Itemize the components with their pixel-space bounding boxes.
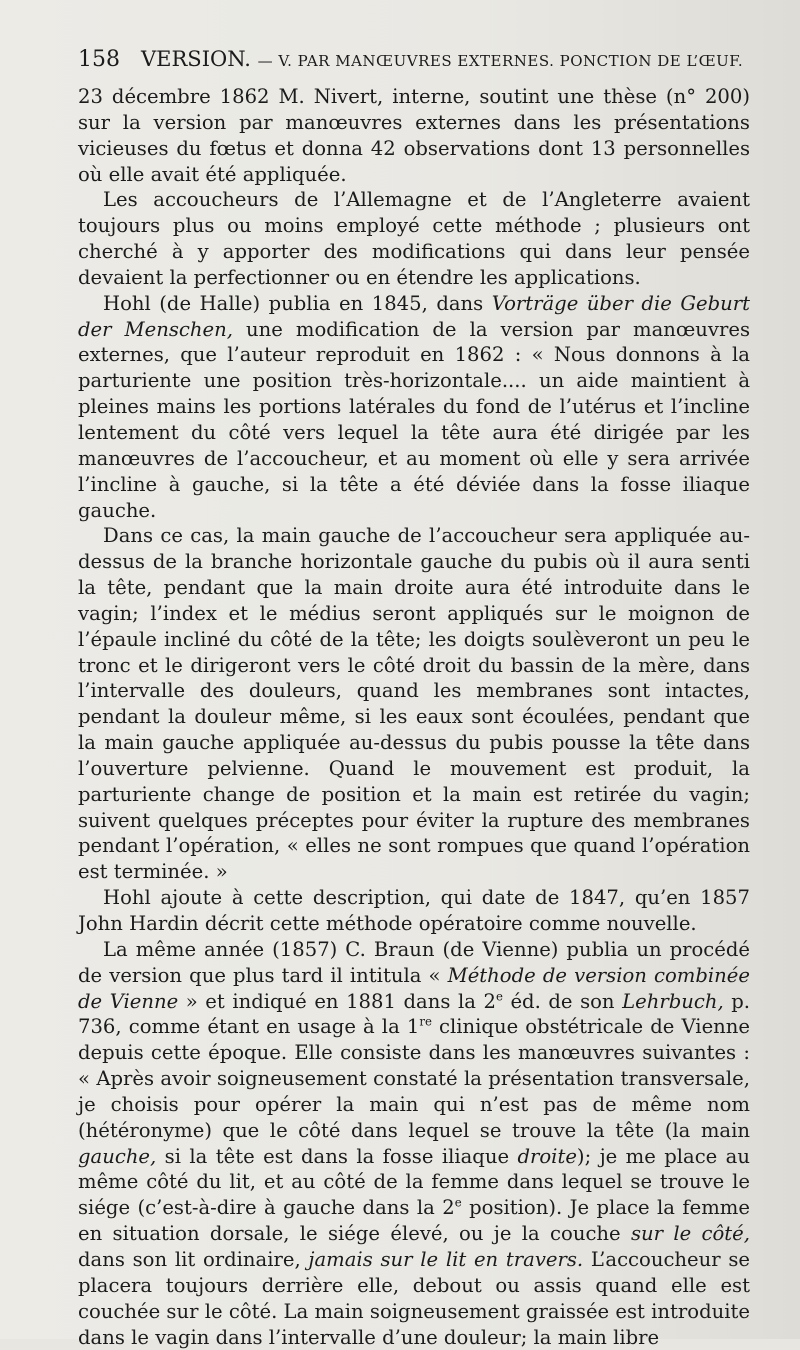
text-run: dans son lit ordinaire, <box>78 1247 309 1271</box>
text-run: ); je me place au même côté du lit, et au côté de la femme dans lequel se trouve le siége (c’est-à-dire à gauche dans la 2 <box>78 1144 750 1220</box>
page-number: 158 <box>78 47 120 72</box>
page-header <box>78 44 758 76</box>
italic-text: Méthode de version combinée de Vienne <box>78 963 750 1013</box>
superscript: re <box>419 1014 432 1029</box>
superscript: e <box>495 989 503 1003</box>
text-run: éd. de son <box>502 989 623 1013</box>
italic-text: sur le côté, <box>630 1222 750 1246</box>
text-run: p. 736, comme étant en usage à la 1 <box>78 989 751 1039</box>
text-run: si la tête est dans la fosse iliaque <box>156 1144 518 1168</box>
body-text <box>78 84 750 1350</box>
italic-text: droite <box>517 1144 577 1168</box>
superscript: e <box>454 1195 462 1210</box>
paragraph <box>78 523 750 885</box>
text-run: Les accoucheurs de l’Allemagne et de l’Angleterre avaient toujours plus ou moins employé cette méthode ; plusieurs ont cherché à y apporter des modifications qui dans leur pensée devaient la perfectionner ou en étendre les applications. <box>78 188 750 289</box>
running-title <box>141 47 743 71</box>
text-run: » et indiqué en 1881 dans la 2 <box>178 989 496 1013</box>
paragraph <box>78 291 750 524</box>
text-run: 23 décembre 1862 M. Nivert, interne, soutint une thèse (n° 200) sur la version par manœuvres externes dans les présentations vicieuses du fœtus et donna 42 observations dont 13 personnelles où elle avait été appliquée. <box>78 85 750 186</box>
paragraph <box>78 937 750 1350</box>
paragraph <box>78 187 750 290</box>
italic-text: jamais sur le lit en travers. <box>308 1247 584 1271</box>
italic-text: Lehrbuch, <box>622 989 724 1013</box>
text-run: L’accoucheur se placera toujours derrière elle, debout ou assis quand elle est couchée sur le côté. La main soigneusement graissée est introduite dans le vagin dans l’intervalle d’une douleur; la main libre <box>78 1247 750 1349</box>
paragraph <box>78 885 750 937</box>
text-run: La même année (1857) C. Braun (de Vienne) publia un procédé de version que plus tard il intitula « <box>78 937 750 987</box>
text-run: Hohl (de Halle) publia en 1845, dans <box>103 291 492 315</box>
paragraph <box>78 84 750 187</box>
text-run: position). Je place la femme en situation dorsale, le siége élevé, ou je la couche <box>78 1196 750 1246</box>
running-title-main: VERSION. <box>141 47 251 71</box>
text-run: Hohl ajoute à cette description, qui date de 1847, qu’en 1857 John Hardin décrit cette méthode opératoire comme nouvelle. <box>78 886 750 935</box>
italic-text: Vorträge über die Geburt der Menschen, <box>78 291 750 341</box>
text-run: une modification de la version par manœuvres externes, que l’auteur reproduit en 1862 : « Nous donnons à la parturiente une position très-horizontale.... un aide maintient à pleines mains les portions latérales du fond de l’utérus et l’incline lentement du côté vers lequel la tête aura été dirigée par les manœuvres de l’accoucheur, et au moment où elle y sera arrivée l’incline à gauche, si la tête a été déviée dans la fosse iliaque gauche. <box>78 317 750 522</box>
running-title-sub: — V. PAR MANŒUVRES EXTERNES. PONCTION DE L’ŒUF. <box>257 52 744 70</box>
text-run: Dans ce cas, la main gauche de l’accoucheur sera appliquée au-dessus de la branche horizontale gauche du pubis où il aura senti la tête, pendant que la main droite aura été introduite dans le vagin; l’index et le médius seront appliqués sur le moignon de l’épaule incliné du côté de la tête; les doigts soulèveront un peu le tronc et le dirigeront vers le côté droit du bassin de la mère, dans l’intervalle des douleurs, quand les membranes sont intactes, pendant la douleur même, si les eaux sont écoulées, pendant que la main gauche appliquée au-dessus du pubis pousse la tête dans l’ouverture pelvienne. Quand le mouvement est produit, la parturiente change de position et la main est retirée du vagin; suivent quelques préceptes pour éviter la rupture des membranes pendant l’opération, « elles ne sont rompues que quand l’opération est terminée. » <box>78 524 750 884</box>
italic-text: gauche, <box>78 1144 157 1168</box>
text-run: clinique obstétricale de Vienne depuis cette époque. Elle consiste dans les manœuvres suivantes : « Après avoir soigneusement constaté la présentation transversale, je choisis pour opérer la main qui n’est pas de même nom (hétéronyme) que le côté dans lequel se trouve la tête (la main <box>78 1015 750 1142</box>
